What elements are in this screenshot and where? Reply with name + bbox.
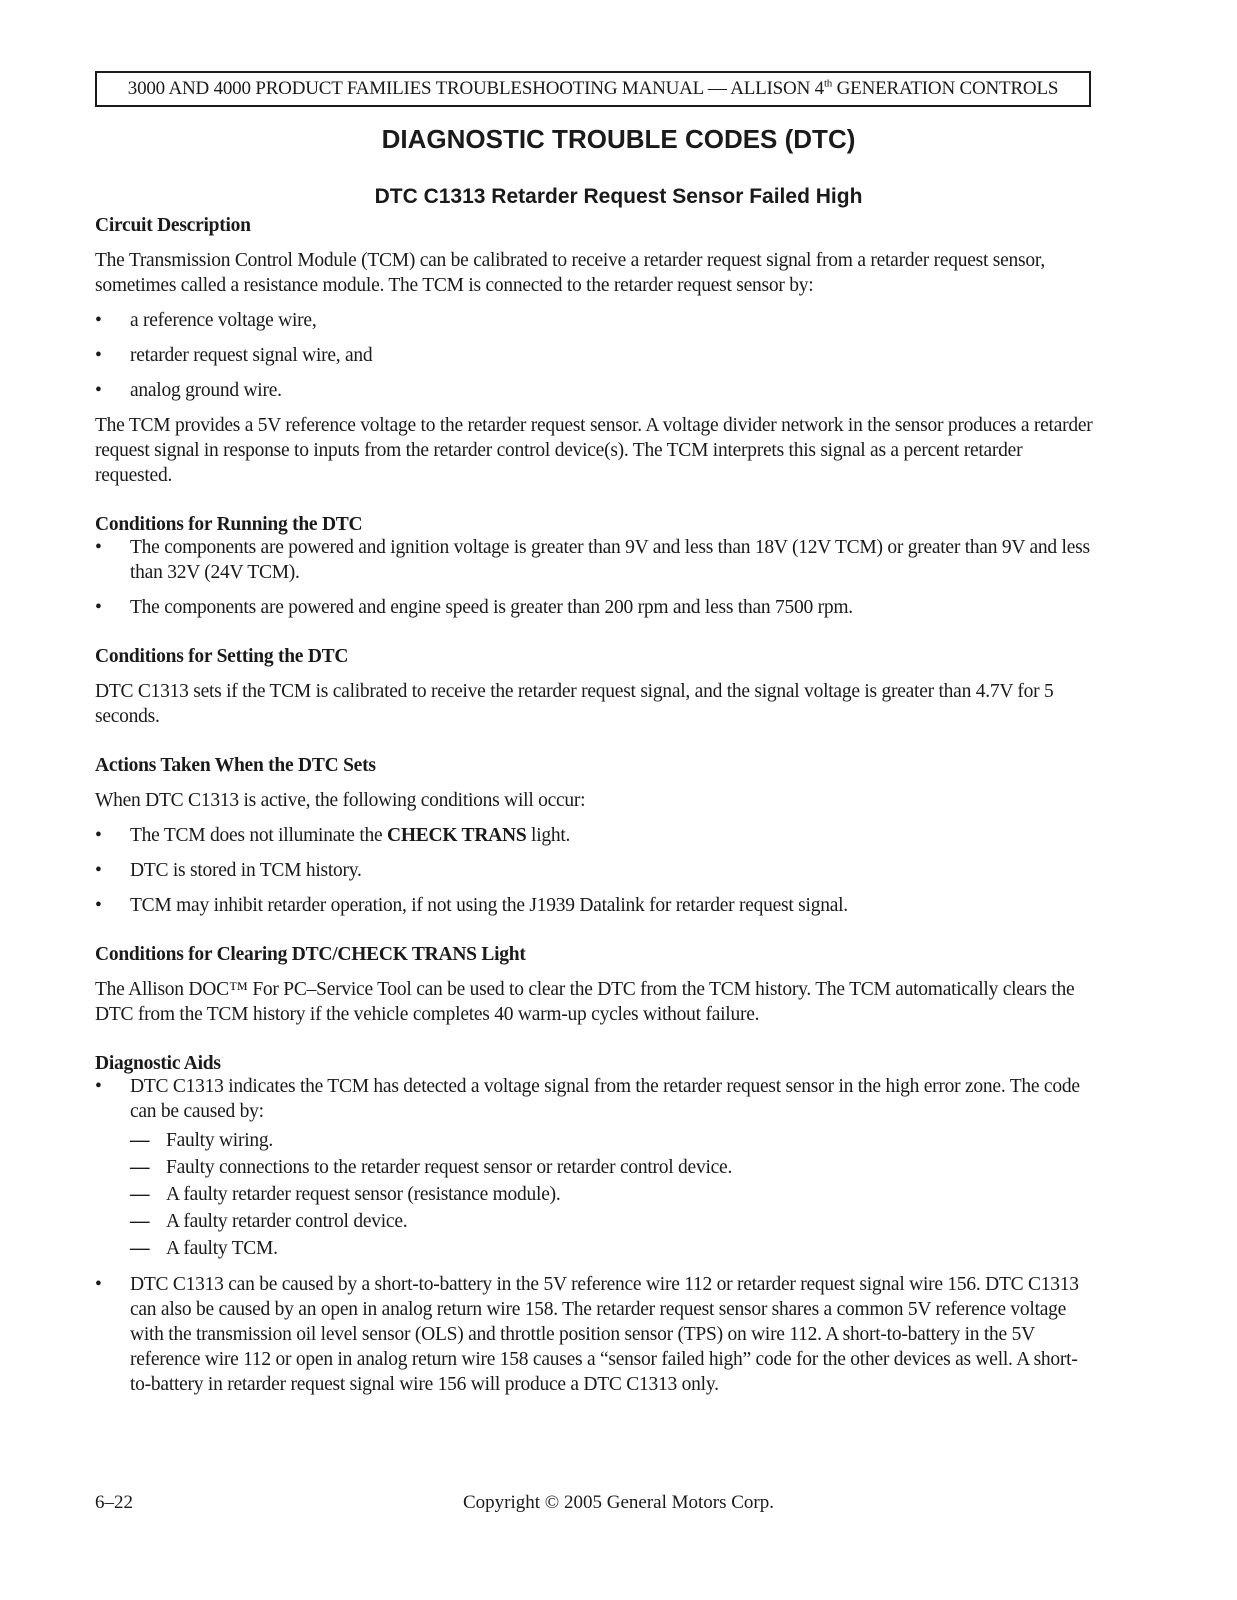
clearing-body: The Allison DOC™ For PC–Service Tool can be used to clear the DTC from the TCM history. The TCM automatically clears the DTC from the TCM history if the vehicle completes 40 warm-up cycles without failure. xyxy=(95,979,1075,1025)
diagnostic-aids-heading: Diagnostic Aids xyxy=(95,1053,221,1074)
list-item: • DTC C1313 can be caused by a short-to-battery in the 5V reference wire 112 or retarder request signal wire 156. DTC C1313 can also be caused by an open in analog return wire 158. The retarder request sensor shares a common 5V reference voltage with the transmission oil level sensor (OLS) and throttle position sensor (TPS) on wire 112. A short-to-battery in the 5V reference wire 112 or open in analog return wire 158 causes a “sensor failed high” code for the other devices as well. A short-to-battery in retarder request signal wire 156 will produce a DTC C1313 only. xyxy=(95,1274,1079,1395)
circuit-body: The TCM provides a 5V reference voltage to the retarder request sensor. A voltage divider network in the sensor produces a retarder request signal in response to inputs from the retarder control device(s). The TCM interprets this signal as a percent retarder requested. xyxy=(95,415,1093,486)
list-item: — A faulty retarder request sensor (resistance module). xyxy=(130,1184,561,1205)
list-item: • The components are powered and ignition voltage is greater than 9V and less than 18V (12V TCM) or greater than 9V and less than 32V (24V TCM). xyxy=(95,537,1090,583)
dtc-title: DTC C1313 Retarder Request Sensor Failed High xyxy=(374,185,863,208)
list-item: • The TCM does not illuminate the CHECK TRANS light. xyxy=(95,825,571,846)
aids-bullet-list xyxy=(95,1074,1093,1397)
running-header xyxy=(95,71,1091,107)
cause-dash-list xyxy=(130,1127,1093,1262)
list-item: • The components are powered and engine speed is greater than 200 rpm and less than 7500 rpm. xyxy=(95,597,853,618)
circuit-bullet-list xyxy=(95,308,1093,403)
list-item: — Faulty wiring. xyxy=(130,1130,273,1151)
list-item: — A faulty TCM. xyxy=(130,1238,278,1259)
list-item: • a reference voltage wire, xyxy=(95,310,317,331)
actions-heading: Actions Taken When the DTC Sets xyxy=(95,755,376,776)
actions-intro: When DTC C1313 is active, the following conditions will occur: xyxy=(95,790,586,811)
clearing-heading: Conditions for Clearing DTC/CHECK TRANS Light xyxy=(95,944,526,965)
setting-body: DTC C1313 sets if the TCM is calibrated to receive the retarder request signal, and the signal voltage is greater than 4.7V for 5 seconds. xyxy=(95,681,1054,727)
page-number: 6–22 xyxy=(95,1492,133,1513)
copyright-notice: Copyright © 2005 General Motors Corp. xyxy=(462,1492,774,1513)
main-content xyxy=(95,213,1093,1397)
list-item: • DTC C1313 indicates the TCM has detected a voltage signal from the retarder request sensor in the high error zone. The code can be caused by: — Faulty wiring. — Faulty connections to the retarder request sensor or retarder control device. — A faulty retarder request sensor (resistance module). — A faulty retarder control device. — A faulty TCM. xyxy=(95,1074,1093,1262)
setting-conditions-heading: Conditions for Setting the DTC xyxy=(95,646,349,667)
list-item: • TCM may inhibit retarder operation, if not using the J1939 Datalink for retarder request signal. xyxy=(95,895,848,916)
running-bullet-list xyxy=(95,535,1093,620)
list-item: • analog ground wire. xyxy=(95,380,282,401)
list-item: — A faulty retarder control device. xyxy=(130,1211,408,1232)
list-item: • DTC is stored in TCM history. xyxy=(95,860,362,881)
running-conditions-heading: Conditions for Running the DTC xyxy=(95,514,363,535)
list-item: • retarder request signal wire, and xyxy=(95,345,373,366)
circuit-description-heading: Circuit Description xyxy=(95,215,251,236)
circuit-intro: The Transmission Control Module (TCM) can be calibrated to receive a retarder request signal from a retarder request sensor, sometimes called a resistance module. The TCM is connected to the retarder request sensor by: xyxy=(95,250,1045,296)
page-title: DIAGNOSTIC TROUBLE CODES (DTC) xyxy=(381,124,856,154)
actions-bullet-list xyxy=(95,823,1093,918)
header-text: 3000 AND 4000 PRODUCT FAMILIES TROUBLESHOOTING MANUAL — ALLISON 4th GENERATION CONTROLS xyxy=(127,77,1059,99)
list-item: — Faulty connections to the retarder request sensor or retarder control device. xyxy=(130,1157,733,1178)
